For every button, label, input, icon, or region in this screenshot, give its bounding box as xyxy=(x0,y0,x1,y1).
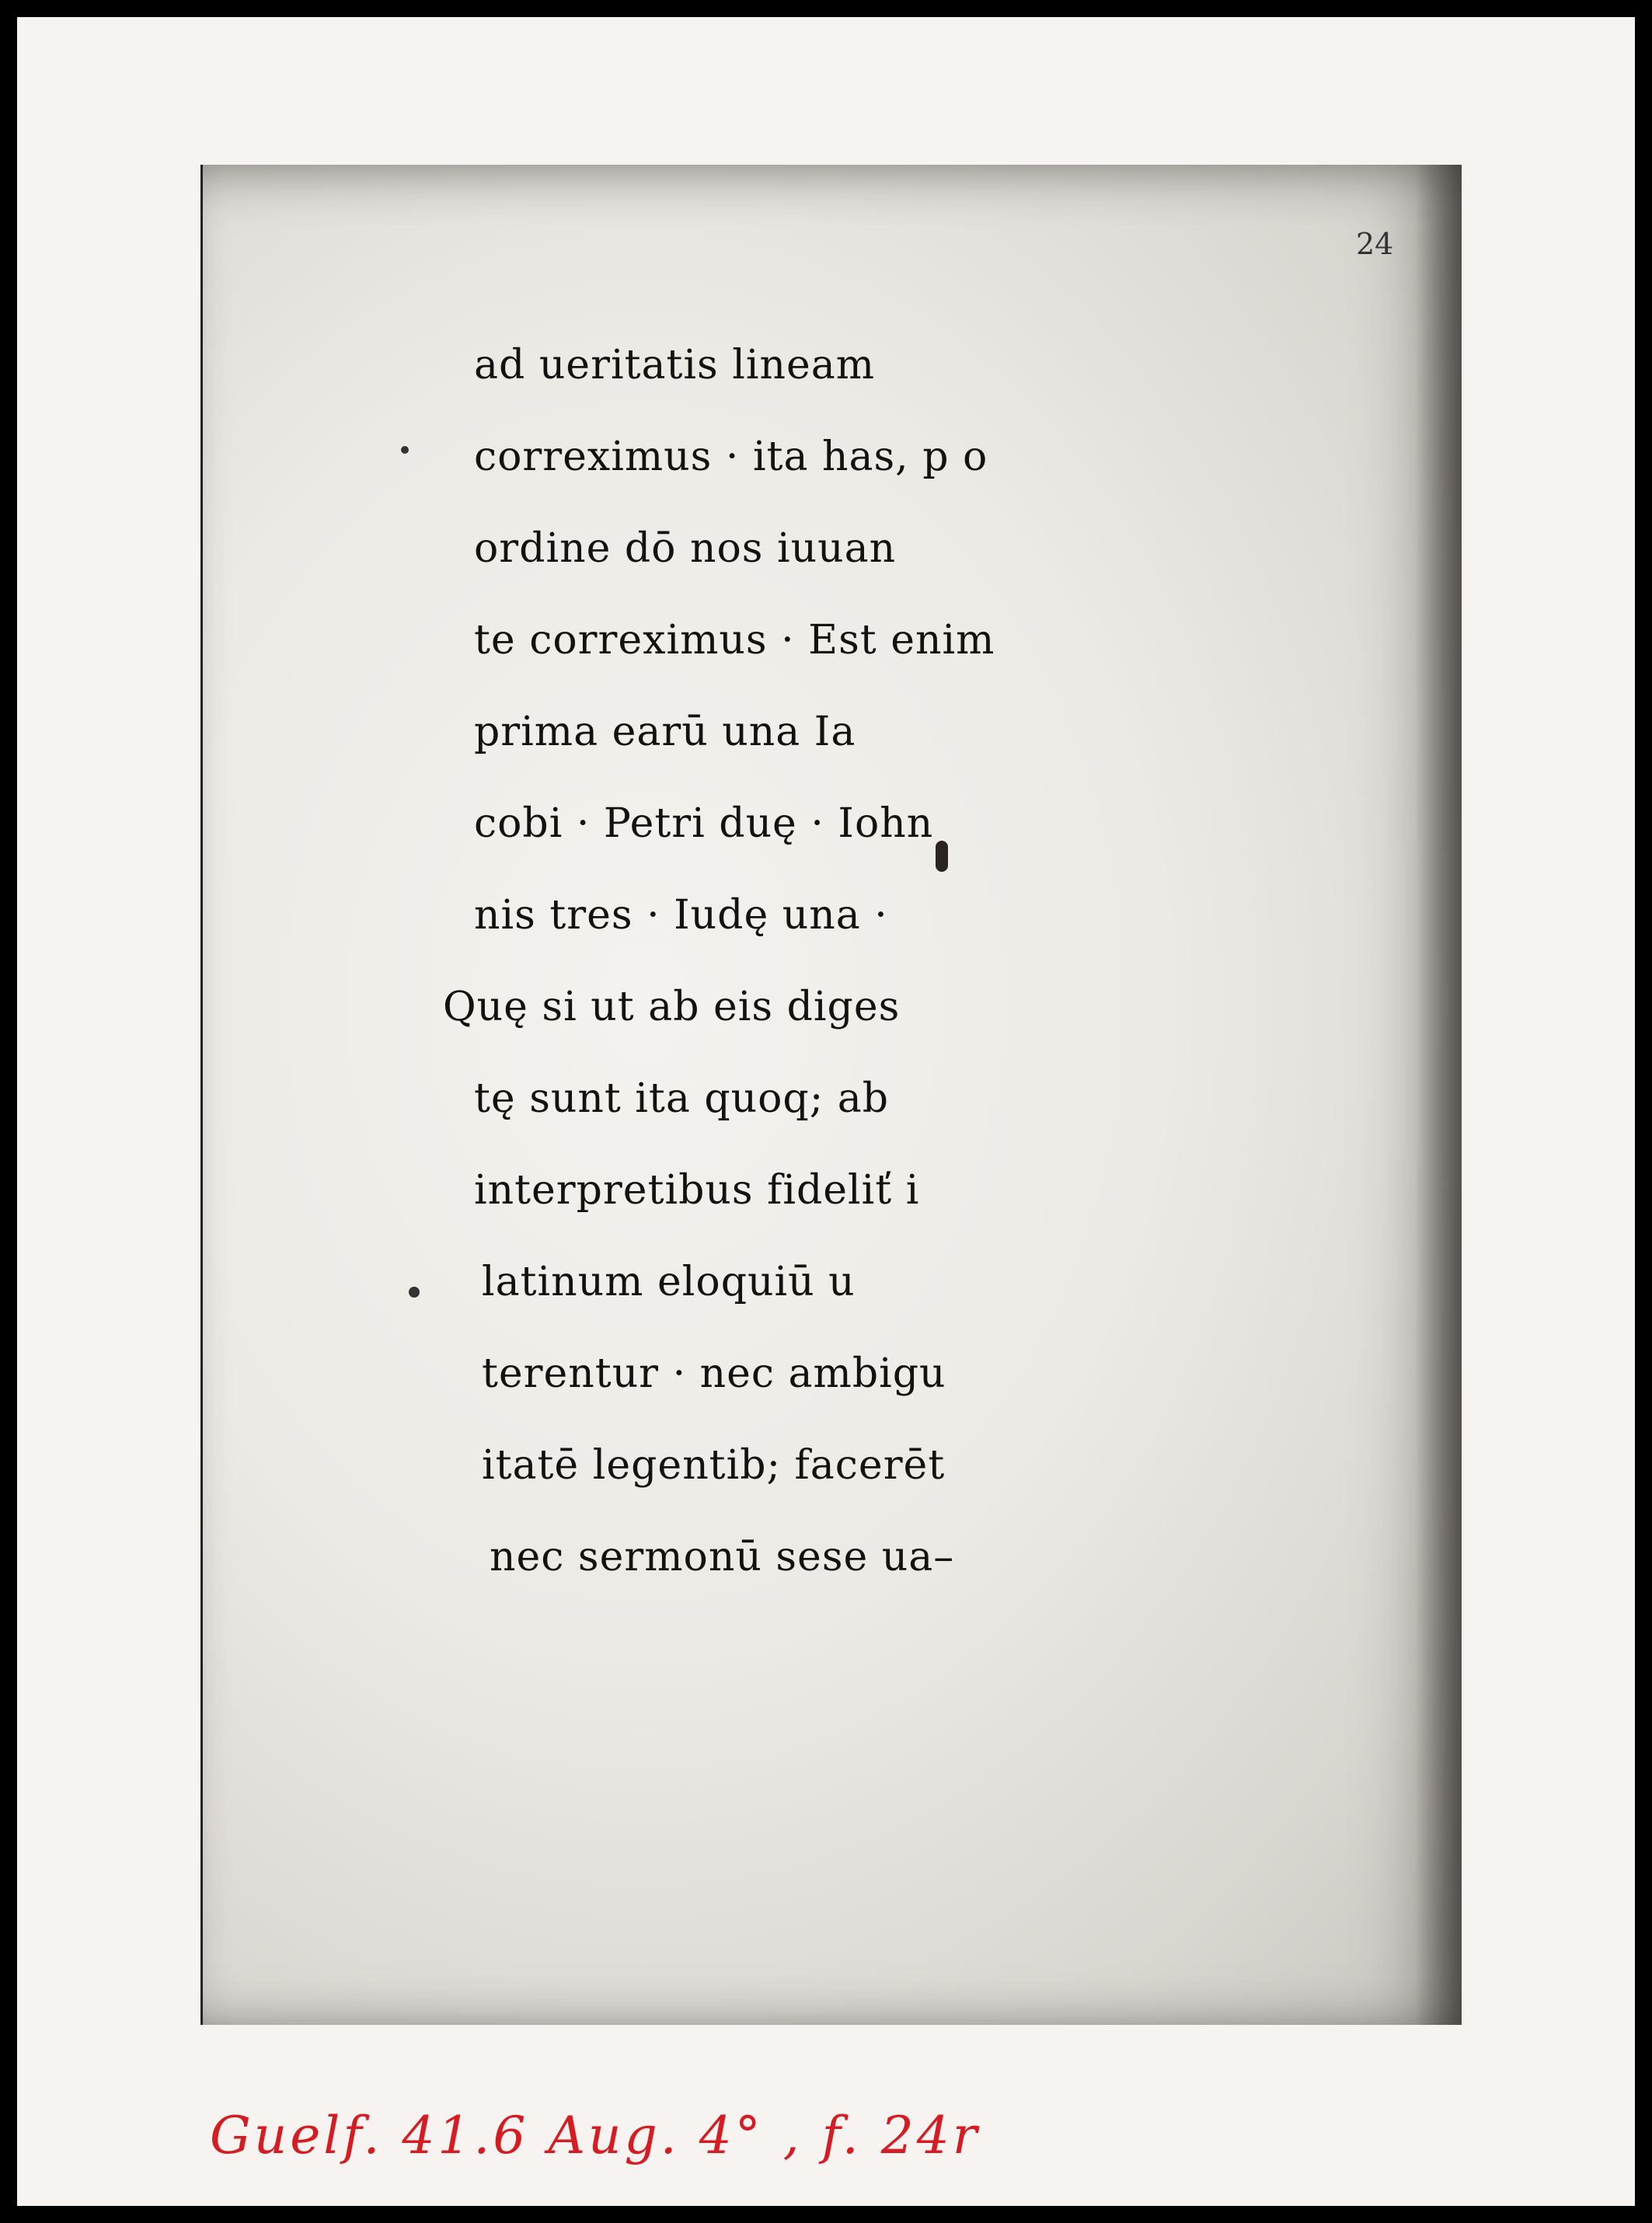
text-line: terentur · nec ambigu xyxy=(482,1350,946,1397)
text-line: te correximus · Est enim xyxy=(474,617,995,664)
text-line: itatē legentib; facerēt xyxy=(482,1442,946,1489)
prick-mark xyxy=(401,446,409,454)
text-line: tę sunt ita quoq; ab xyxy=(474,1075,890,1122)
shelfmark: Guelf. 41.6 Aug. 4° , f. 24r xyxy=(210,2106,981,2166)
folio-number: 24 xyxy=(1356,227,1394,261)
text-line: cobi · Petri duę · Iohn xyxy=(474,800,934,847)
text-line: Quę si ut ab eis diges xyxy=(443,984,901,1030)
text-line: nec sermonū sese ua– xyxy=(490,1534,955,1580)
text-line: ordine dō nos iuuan xyxy=(474,525,897,572)
text-line: prima earū una Ia xyxy=(474,709,856,755)
prick-mark xyxy=(409,1287,420,1298)
text-line: ad ueritatis lineam xyxy=(474,342,876,389)
text-line: latinum eloquiū u xyxy=(482,1259,856,1305)
ink-blot xyxy=(936,841,948,872)
text-line: interpretibus fideliť i xyxy=(474,1167,920,1214)
text-line: nis tres · Iudę una · xyxy=(474,892,888,939)
text-line: correximus · ita has, p o xyxy=(474,434,988,480)
